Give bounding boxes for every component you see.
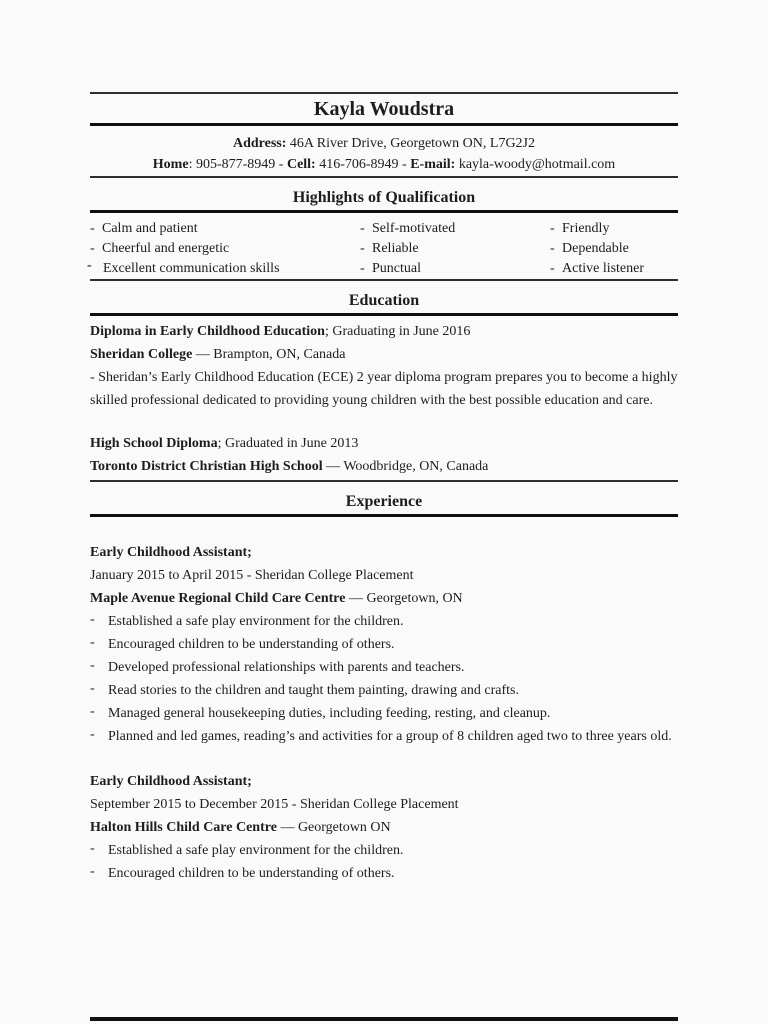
highlight-text: Calm and patient: [102, 221, 198, 236]
dash-bullet-marker: -: [90, 704, 95, 719]
highlight-text: Friendly: [562, 221, 610, 236]
job-bullet: [90, 725, 678, 748]
job-bullet-text: Read stories to the children and taught them painting, drawing and crafts.: [108, 683, 519, 698]
dash-bullet-marker: -: [90, 221, 95, 236]
highlight-item: [360, 219, 550, 239]
job-bullet-text: Established a safe play environment for the children.: [108, 843, 404, 858]
highlight-text: Punctual: [372, 261, 421, 276]
highlight-text: Self-motivated: [372, 221, 456, 236]
experience-top-rule: [90, 480, 678, 482]
highlight-text: Cheerful and energetic: [102, 241, 230, 256]
job-bullet-text: Developed professional relationships with parents and teachers.: [108, 660, 465, 675]
email-value: kayla-woody@hotmail.com: [455, 157, 616, 172]
highlights-column-2: [360, 219, 550, 279]
job-dates: September 2015 to December 2015 - Sheridan College Placement: [90, 797, 459, 812]
cell-phone-value: 416-706-8949 -: [315, 157, 411, 172]
education-underline-rule: [90, 313, 678, 316]
job-employer-line: [90, 816, 678, 839]
job-bullet-text: Encouraged children to be understanding of others.: [108, 866, 395, 881]
highlight-text: Dependable: [562, 241, 629, 256]
highlight-item: [360, 239, 550, 259]
job-employer-name: Maple Avenue Regional Child Care Centre: [90, 591, 346, 606]
highlight-text: Reliable: [372, 241, 419, 256]
job-role: Early Childhood Assistant;: [90, 774, 252, 789]
dash-bullet-marker: -: [90, 635, 95, 650]
dash-bullet-marker: -: [90, 727, 95, 742]
highlight-item: [90, 219, 360, 239]
experience-job: [90, 770, 678, 885]
section-title-education: Education: [348, 292, 420, 309]
experience-job: [90, 541, 678, 748]
job-bullet: [90, 633, 678, 656]
job-employer-line: [90, 587, 678, 610]
job-bullet-text: Encouraged children to be understanding of others.: [108, 637, 395, 652]
address-label: Address:: [232, 136, 287, 151]
next-section-rule-cutoff: [90, 1017, 678, 1021]
job-bullet: [90, 610, 678, 633]
job-bullet: [90, 679, 678, 702]
job-bullet-text: Managed general housekeeping duties, including feeding, resting, and cleanup.: [108, 706, 551, 721]
highlight-item: [90, 239, 360, 259]
degree-date: ; Graduated in June 2013: [217, 436, 359, 451]
section-title-highlights: Highlights of Qualification: [292, 189, 476, 206]
cell-phone-label: Cell:: [286, 157, 316, 172]
dash-bullet-marker: -: [90, 681, 95, 696]
school-line: [90, 343, 678, 366]
address-value: 46A River Drive, Georgetown ON, L7G2J2: [286, 136, 536, 151]
header-top-rule: [90, 92, 678, 94]
section-title-experience: Experience: [345, 493, 423, 510]
job-bullet-list: [90, 839, 678, 885]
dash-bullet-marker: -: [90, 612, 95, 627]
highlight-item: [360, 259, 550, 279]
job-dates: January 2015 to April 2015 - Sheridan College Placement: [90, 568, 414, 583]
highlight-item: [550, 259, 678, 279]
job-bullet-list: [90, 610, 678, 748]
contact-block: [90, 126, 678, 176]
job-employer-location: — Georgetown ON: [276, 820, 391, 835]
highlight-text: Active listener: [562, 261, 645, 276]
education-entry: [90, 432, 678, 478]
dash-bullet-marker: -: [550, 241, 555, 256]
education-top-rule: [90, 279, 678, 281]
job-employer-location: — Georgetown, ON: [345, 591, 463, 606]
degree-date: ; Graduating in June 2016: [324, 324, 471, 339]
job-bullet-text: Established a safe play environment for the children.: [108, 614, 404, 629]
email-label: E-mail:: [410, 157, 456, 172]
degree-line: [90, 432, 678, 455]
job-bullet: [90, 862, 678, 885]
school-line: [90, 455, 678, 478]
dash-bullet-marker: -: [360, 221, 365, 236]
dash-bullet-marker: -: [87, 258, 92, 273]
highlights-grid: [87, 219, 678, 279]
dash-bullet-marker: -: [90, 864, 95, 879]
degree-name: Diploma in Early Childhood Education: [90, 324, 325, 339]
dash-bullet-marker: -: [360, 261, 365, 276]
degree-name: High School Diploma: [90, 436, 218, 451]
job-employer-name: Halton Hills Child Care Centre: [90, 820, 277, 835]
highlights-column-1: [87, 219, 360, 279]
highlights-column-3: [550, 219, 678, 279]
school-location: — Brampton, ON, Canada: [192, 347, 346, 362]
dash-bullet-marker: -: [550, 261, 555, 276]
highlight-item: [550, 239, 678, 259]
job-bullet: [90, 702, 678, 725]
job-bullet-text: Planned and led games, reading’s and activities for a group of 8 children aged two to three years old.: [108, 729, 672, 744]
dash-bullet-marker: -: [90, 841, 95, 856]
job-bullet: [90, 839, 678, 862]
phone-email-line: [90, 154, 678, 175]
dash-bullet-marker: -: [90, 658, 95, 673]
degree-line: [90, 320, 678, 343]
school-location: — Woodbridge, ON, Canada: [322, 459, 489, 474]
job-bullet: [90, 656, 678, 679]
highlights-top-rule: [90, 176, 678, 178]
experience-section: [90, 541, 678, 885]
highlight-text: Excellent communication skills: [103, 261, 280, 276]
education-note: - Sheridan’s Early Childhood Education (ECE) 2 year diploma program prepares you to become a highly skilled professional dedicated to providing young children with the best possible education and care.: [90, 370, 678, 408]
experience-underline-rule: [90, 514, 678, 517]
dash-bullet-marker: -: [360, 241, 365, 256]
dash-bullet-marker: -: [550, 221, 555, 236]
job-role: Early Childhood Assistant;: [90, 545, 252, 560]
highlights-underline-rule: [90, 210, 678, 213]
home-phone-value: : 905-877-8949 -: [188, 157, 287, 172]
resume-document: [0, 92, 768, 885]
page-title: Kayla Woudstra: [313, 98, 455, 120]
highlight-item: [550, 219, 678, 239]
school-name: Sheridan College: [90, 347, 193, 362]
home-phone-label: Home: [152, 157, 189, 172]
address-line: [90, 133, 678, 154]
education-section: [90, 320, 678, 478]
dash-bullet-marker: -: [90, 241, 95, 256]
education-entry: [90, 320, 678, 412]
highlight-item: [87, 258, 360, 279]
school-name: Toronto District Christian High School: [90, 459, 323, 474]
